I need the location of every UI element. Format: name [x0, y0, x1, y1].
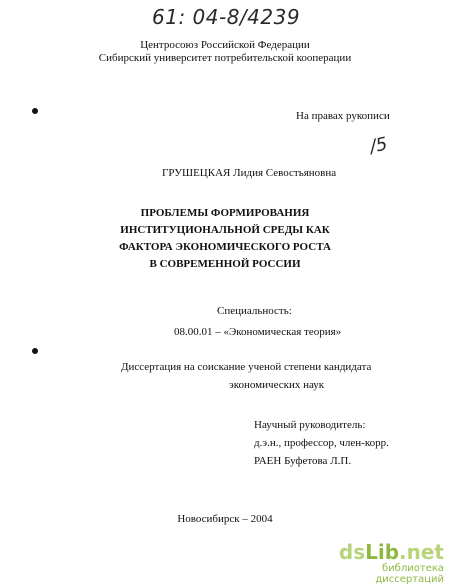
title-line-1: ПРОБЛЕМЫ ФОРМИРОВАНИЯ [140, 207, 310, 219]
title-line-4: В СОВРЕМЕННОЙ РОССИИ [149, 258, 301, 270]
supervisor-line-2: РАЕН Буфетова Л.П. [254, 455, 352, 467]
org-line-1: Центросоюз Российской Федерации [140, 39, 310, 51]
org-line-2: Сибирский университет потребительской кооперации [98, 52, 352, 64]
supervisor-label: Научный руководитель: [254, 419, 366, 431]
handwritten-mark: /5 [367, 133, 390, 158]
author-name: ГРУШЕЦКАЯ Лидия Севостьяновна [162, 167, 337, 179]
place-year: Новосибирск – 2004 [177, 513, 273, 525]
binding-hole-mark-1 [32, 108, 38, 114]
handwritten-call-number: 61: 04-8/4239 [152, 5, 301, 29]
supervisor-line-1: д.э.н., профессор, член-корр. [254, 437, 389, 449]
dslib-watermark[interactable] [324, 540, 444, 585]
dslib-subtitle: библиотека диссертаций [375, 563, 444, 585]
binding-hole-mark-2 [32, 348, 38, 354]
rights-notice: На правах рукописи [296, 110, 390, 122]
title-line-2: ИНСТИТУЦИОНАЛЬНОЙ СРЕДЫ КАК [120, 224, 330, 236]
title-line-3: ФАКТОРА ЭКОНОМИЧЕСКОГО РОСТА [119, 241, 331, 253]
degree-line-1: Диссертация на соискание ученой степени кандидата [121, 361, 372, 373]
dslib-logo: dsLib.net [338, 540, 444, 564]
specialty-label: Специальность: [217, 305, 292, 317]
degree-line-2: экономических наук [229, 379, 325, 391]
specialty-value: 08.00.01 – «Экономическая теория» [174, 326, 342, 338]
